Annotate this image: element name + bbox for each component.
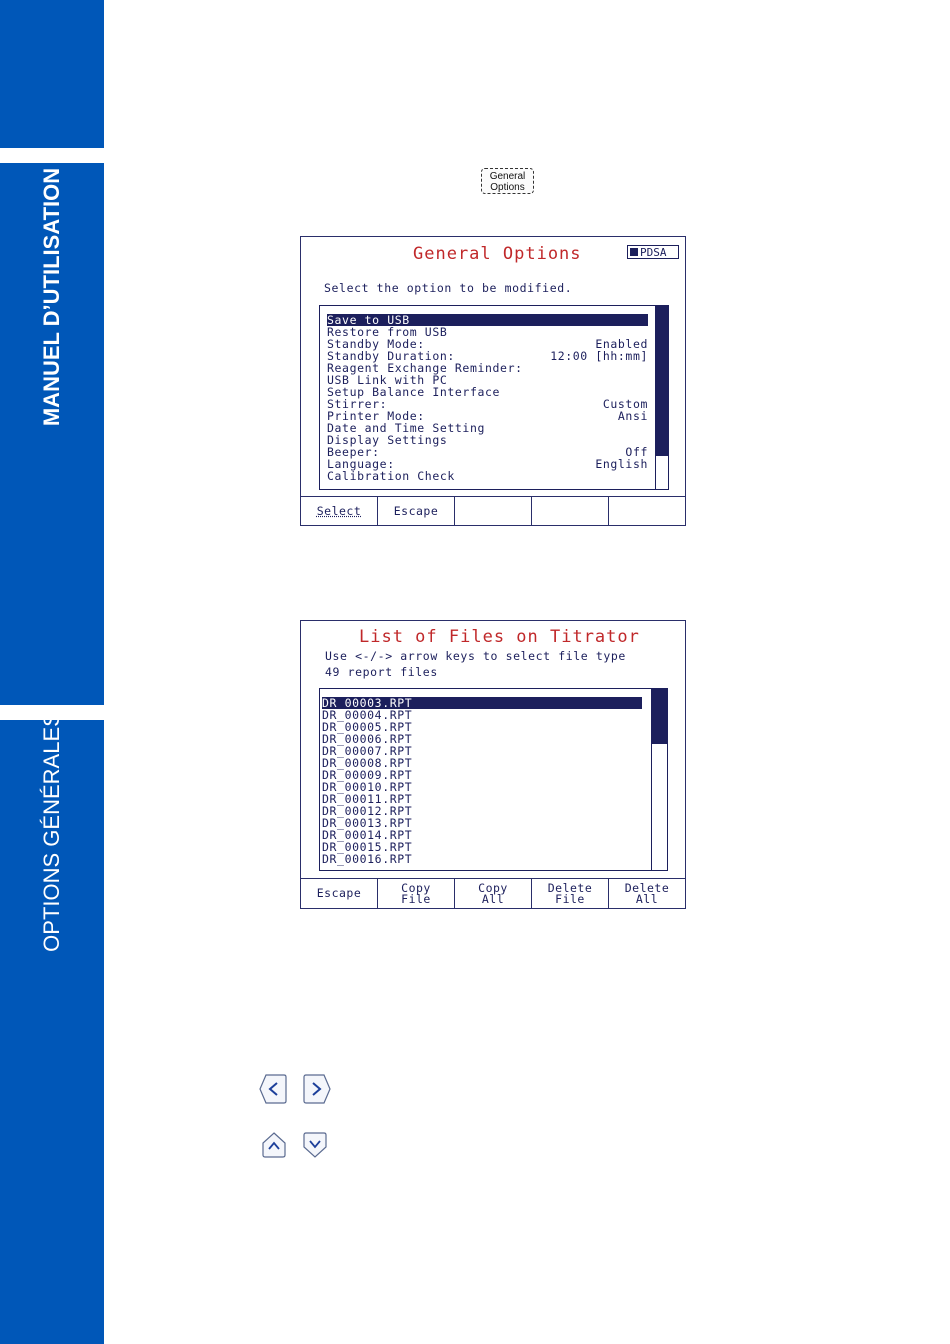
sidebar-block-top [0,0,104,148]
option-label: Printer Mode: [327,409,425,423]
screen-prompt: Select the option to be modified. [324,281,573,295]
option-value: Ansi [617,409,648,423]
pdsa-badge [627,245,679,259]
softkey-copy-file[interactable]: Copy File [378,879,455,908]
file-scroll-thumb[interactable] [652,689,667,744]
softkey-select[interactable] [301,497,378,525]
option-value: Off [625,445,648,459]
file-row[interactable]: DR_00016.RPT [322,852,413,866]
general-options-key[interactable] [481,168,534,194]
options-scroll-thumb[interactable] [656,306,669,456]
option-label: Save to USB [327,313,410,327]
softkey-delete-all[interactable]: Delete All [624,880,670,906]
file-row[interactable]: DR_00005.RPT [322,720,413,734]
option-value: Enabled [595,337,648,351]
file-row[interactable]: DR_00013.RPT [322,816,413,830]
option-label: Standby Duration: [327,349,455,363]
sidebar-label-options: OPTIONS GÉNÉRALES [39,712,64,952]
file-list-prompt-count: 49 report files [325,665,438,679]
option-label: Standby Mode: [327,337,425,351]
softkey-escape[interactable]: Escape [301,879,378,908]
file-row[interactable]: DR_00012.RPT [322,804,413,818]
option-label: Reagent Exchange Reminder: [327,361,523,375]
file-list-prompt-arrows: Use <-/-> arrow keys to select file type [325,649,626,663]
softkey-delete-file[interactable]: Delete File [532,879,609,908]
file-row[interactable]: DR_00015.RPT [322,840,413,854]
file-row[interactable]: DR_00007.RPT [322,744,413,758]
sidebar-label-manual: MANUEL D’UTILISATION [39,167,64,427]
file-row[interactable]: DR_00004.RPT [322,708,413,722]
options-list[interactable] [319,305,669,490]
arrow-down-key-icon[interactable] [302,1131,328,1159]
file-row[interactable]: DR_00003.RPT [322,697,642,709]
file-row[interactable]: DR_00014.RPT [322,828,413,842]
option-label: Date and Time Setting [327,421,485,435]
pdsa-badge-label: PDSA [640,246,667,259]
option-label: Setup Balance Interface [327,385,501,399]
option-label: Display Settings [327,433,448,447]
option-label: Language: [327,457,395,471]
softkey-4[interactable] [532,497,609,525]
option-row[interactable] [327,470,648,482]
option-label: Restore from USB [327,325,448,339]
file-row[interactable]: DR_00008.RPT [322,756,413,770]
option-label: Calibration Check [327,469,455,483]
file-row[interactable]: DR_00010.RPT [322,780,413,794]
general-options-screen [300,236,686,526]
softkey-escape[interactable]: Escape [378,497,455,525]
option-label: Beeper: [327,445,380,459]
screen-title: General Options [413,244,582,264]
general-options-key-line1: General [489,171,526,182]
option-label: Stirrer: [327,397,388,411]
file-list-title: List of Files on Titrator [359,627,640,647]
option-value: English [595,457,648,471]
file-list[interactable] [319,688,668,871]
option-value: Custom [602,397,648,411]
arrow-right-key-icon[interactable] [302,1073,332,1105]
softkey-bar [301,496,685,525]
file-softkey-bar [301,878,685,908]
options-scrollbar[interactable] [655,306,669,489]
softkey-3[interactable] [455,497,532,525]
option-label: USB Link with PC [327,373,448,387]
softkey-select-label: Select [316,503,362,518]
option-value: 12:00 [hh:mm] [550,349,648,363]
file-list-screen [300,620,686,909]
pdsa-indicator-icon [630,248,638,256]
softkey-copy-all[interactable]: Copy All [455,879,532,908]
general-options-key-line2: Options [490,182,525,193]
file-row[interactable]: DR_00009.RPT [322,768,413,782]
arrow-up-key-icon[interactable] [261,1131,287,1159]
softkey-5[interactable] [609,497,685,525]
file-scrollbar[interactable] [651,689,667,870]
file-row[interactable]: DR_00006.RPT [322,732,413,746]
file-row[interactable]: DR_00011.RPT [322,792,413,806]
arrow-left-key-icon[interactable] [258,1073,288,1105]
